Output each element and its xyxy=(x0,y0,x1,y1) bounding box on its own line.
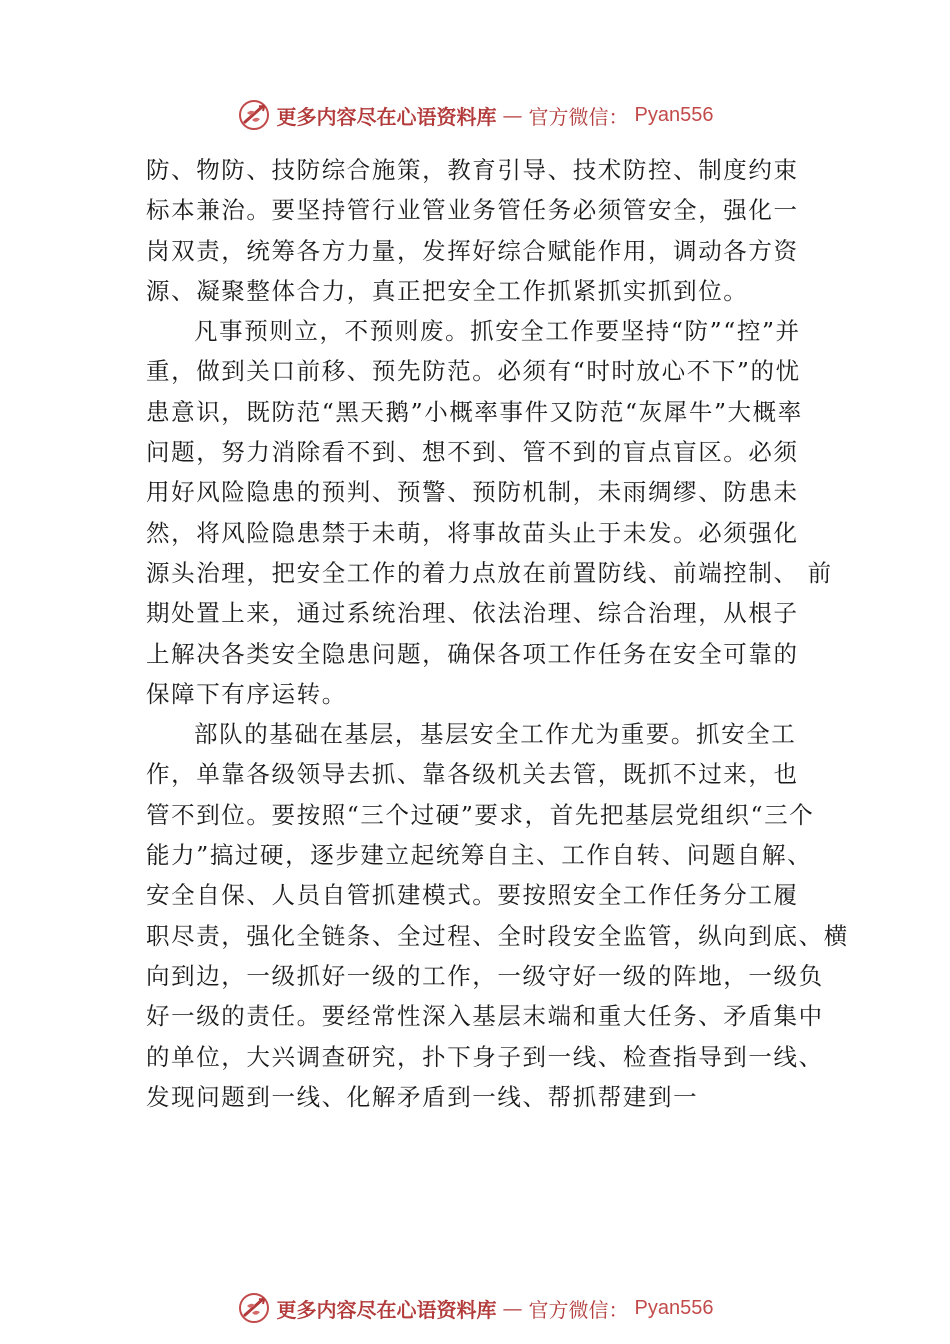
text-line: 然，将风险隐患禁于未萌，将事故苗头止于未发。必须强化 xyxy=(146,518,799,547)
text-line: 岗双责，统筹各方力量，发挥好综合赋能作用，调动各方资 xyxy=(146,236,799,265)
text-line: 的单位，大兴调查研究，扑下身子到一线、检查指导到一线、 xyxy=(146,1042,824,1071)
text-line: 管不到位。要按照“三个过硬”要求，首先把基层党组织“三个 xyxy=(146,800,815,829)
footer-wechat-id: Pyan556 xyxy=(634,1296,714,1319)
text-line: 安全自保、人员自管抓建模式。要按照安全工作任务分工履 xyxy=(146,881,799,910)
text-line: 患意识，既防范“黑天鹅”小概率事件又防范“灰犀牛”大概率 xyxy=(146,397,803,426)
footer-separator: — xyxy=(502,1296,523,1320)
text-line: 上解决各类安全隐患问题，确保各项工作任务在安全可靠的 xyxy=(146,639,799,668)
text-line: 发现问题到一线、化解矛盾到一线、帮抓帮建到一 xyxy=(146,1082,699,1111)
header-banner xyxy=(0,95,950,135)
text-line: 向到边，一级抓好一级的工作，一级守好一级的阵地，一级负 xyxy=(146,961,824,990)
text-line: 源头治理，把安全工作的着力点放在前置防线、前端控制、 前 xyxy=(146,558,833,587)
text-line: 问题，努力消除看不到、想不到、管不到的盲点盲区。必须 xyxy=(146,438,799,467)
header-wechat-label: 官方微信： xyxy=(528,104,629,129)
text-line: 用好风险隐患的预判、预警、预防机制，未雨绸缪、防患未 xyxy=(146,478,799,507)
footer-wechat-label: 官方微信： xyxy=(528,1297,629,1322)
header-separator: — xyxy=(502,103,523,127)
header-wechat-id: Pyan556 xyxy=(634,103,714,126)
brand-logo-icon xyxy=(237,1291,271,1325)
paragraph-start-line: 凡事预则立，不预则废。抓安全工作要坚持“防”“控”并 xyxy=(194,317,801,346)
text-line: 保障下有序运转。 xyxy=(146,679,347,708)
text-line: 职尽责，强化全链条、全过程、全时段安全监管，纵向到底、横 xyxy=(146,921,849,950)
brand-logo-icon xyxy=(237,98,271,132)
text-line: 好一级的责任。要经常性深入基层末端和重大任务、矛盾集中 xyxy=(146,1002,824,1031)
header-promo-text: 更多内容尽在心语资料库 xyxy=(276,104,497,129)
text-line: 作，单靠各级领导去抓、靠各级机关去管，既抓不过来，也 xyxy=(146,760,799,789)
text-line: 重，做到关口前移、预先防范。必须有“时时放心不下”的忧 xyxy=(146,357,801,386)
text-line: 能力”搞过硬，逐步建立起统筹自主、工作自转、问题自解、 xyxy=(146,841,813,870)
text-line: 期处置上来，通过系统治理、依法治理、综合治理，从根子 xyxy=(146,599,799,628)
footer-promo-text: 更多内容尽在心语资料库 xyxy=(276,1297,497,1322)
document-body xyxy=(146,150,849,1117)
paragraph-start-line: 部队的基础在基层，基层安全工作尤为重要。抓安全工 xyxy=(194,720,797,749)
footer-banner xyxy=(0,1288,950,1328)
text-line: 防、物防、技防综合施策，教育引导、技术防控、制度约束 xyxy=(146,156,799,184)
text-line: 源、凝聚整体合力，真正把安全工作抓紧抓实抓到位。 xyxy=(146,276,749,305)
text-line: 标本兼治。要坚持管行业管业务管任务必须管安全，强化一 xyxy=(146,196,799,225)
